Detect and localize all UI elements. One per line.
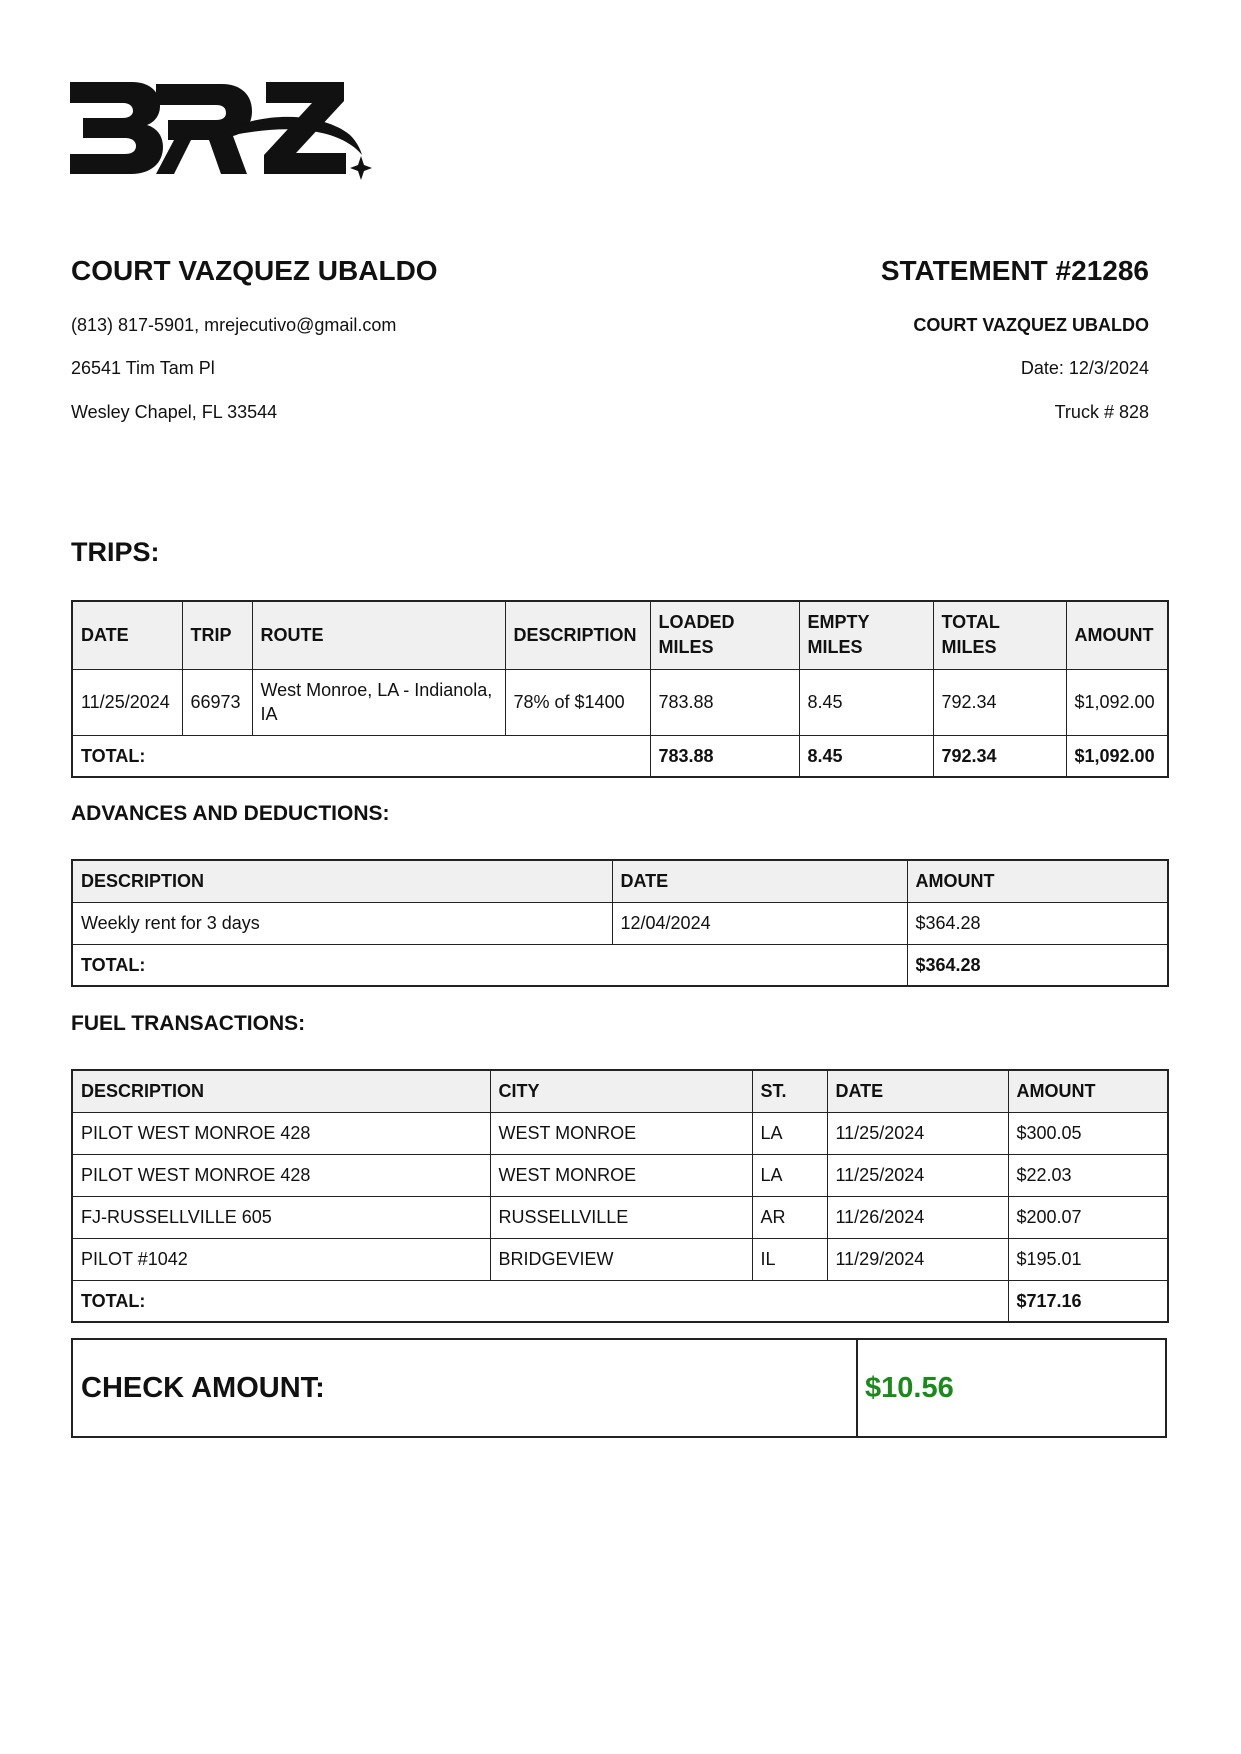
- company-contact: (813) 817-5901, mrejecutivo@gmail.com: [71, 315, 397, 335]
- advances-total-amount: $364.28: [907, 944, 1168, 986]
- fuel-city: WEST MONROE: [490, 1112, 752, 1154]
- trips-header-amount: AMOUNT: [1066, 601, 1168, 669]
- trips-total-empty: 8.45: [799, 735, 933, 777]
- fuel-amount: $195.01: [1008, 1238, 1168, 1280]
- check-amount-box: [71, 1338, 1167, 1438]
- trips-total-row: [72, 735, 1168, 777]
- fuel-date: 11/25/2024: [827, 1154, 1008, 1196]
- fuel-header-amount: AMOUNT: [1008, 1070, 1168, 1112]
- fuel-amount: $300.05: [1008, 1112, 1168, 1154]
- trips-table: [71, 600, 1169, 778]
- fuel-table: [71, 1069, 1169, 1323]
- fuel-state: IL: [752, 1238, 827, 1280]
- fuel-description: FJ-RUSSELLVILLE 605: [72, 1196, 490, 1238]
- trip-number: 66973: [182, 669, 252, 735]
- trips-header-description: DESCRIPTION: [505, 601, 650, 669]
- trips-total-loaded: 783.88: [650, 735, 799, 777]
- trips-title: TRIPS:: [71, 537, 160, 567]
- company-address-line1: 26541 Tim Tam Pl: [71, 358, 215, 378]
- trips-header-empty-miles: EMPTY MILES: [799, 601, 933, 669]
- check-divider: [856, 1340, 858, 1436]
- fuel-amount: $200.07: [1008, 1196, 1168, 1238]
- table-row: [72, 1196, 1168, 1238]
- trips-header-row: [72, 601, 1168, 669]
- table-row: [72, 669, 1168, 735]
- advances-header-amount: AMOUNT: [907, 860, 1168, 902]
- trip-loaded-miles: 783.88: [650, 669, 799, 735]
- fuel-description: PILOT #1042: [72, 1238, 490, 1280]
- company-address-line2: Wesley Chapel, FL 33544: [71, 402, 278, 422]
- statement-info: [589, 254, 1149, 422]
- advances-title: ADVANCES AND DEDUCTIONS:: [71, 802, 390, 825]
- advances-header-row: [72, 860, 1168, 902]
- table-row: [72, 1154, 1168, 1196]
- fuel-title: FUEL TRANSACTIONS:: [71, 1012, 306, 1035]
- trips-total-label: TOTAL:: [72, 735, 650, 777]
- trips-header-date: DATE: [72, 601, 182, 669]
- fuel-city: RUSSELLVILLE: [490, 1196, 752, 1238]
- check-amount-label: CHECK AMOUNT:: [81, 1372, 325, 1404]
- fuel-amount: $22.03: [1008, 1154, 1168, 1196]
- advance-amount: $364.28: [907, 902, 1168, 944]
- trips-header-loaded-miles: LOADED MILES: [650, 601, 799, 669]
- trip-route: West Monroe, LA - Indianola, IA: [252, 669, 505, 735]
- fuel-description: PILOT WEST MONROE 428: [72, 1112, 490, 1154]
- trips-header-total-miles: TOTAL MILES: [933, 601, 1066, 669]
- trip-date: 11/25/2024: [72, 669, 182, 735]
- fuel-total-label: TOTAL:: [72, 1280, 1008, 1322]
- table-row: [72, 1112, 1168, 1154]
- fuel-city: WEST MONROE: [490, 1154, 752, 1196]
- company-info: [71, 254, 631, 422]
- fuel-state: LA: [752, 1154, 827, 1196]
- trip-total-miles: 792.34: [933, 669, 1066, 735]
- fuel-header-city: CITY: [490, 1070, 752, 1112]
- trip-amount: $1,092.00: [1066, 669, 1168, 735]
- advances-header-description: DESCRIPTION: [72, 860, 612, 902]
- fuel-state: LA: [752, 1112, 827, 1154]
- trips-header-route: ROUTE: [252, 601, 505, 669]
- fuel-total-row: [72, 1280, 1168, 1322]
- advances-total-row: [72, 944, 1168, 986]
- fuel-header-date: DATE: [827, 1070, 1008, 1112]
- statement-title: STATEMENT #21286: [880, 255, 1149, 286]
- advance-date: 12/04/2024: [612, 902, 907, 944]
- advances-total-label: TOTAL:: [72, 944, 907, 986]
- fuel-description: PILOT WEST MONROE 428: [72, 1154, 490, 1196]
- company-name: COURT VAZQUEZ UBALDO: [71, 255, 438, 286]
- trips-total-miles: 792.34: [933, 735, 1066, 777]
- fuel-city: BRIDGEVIEW: [490, 1238, 752, 1280]
- fuel-date: 11/26/2024: [827, 1196, 1008, 1238]
- advance-description: Weekly rent for 3 days: [72, 902, 612, 944]
- fuel-total-amount: $717.16: [1008, 1280, 1168, 1322]
- trip-empty-miles: 8.45: [799, 669, 933, 735]
- advances-header-date: DATE: [612, 860, 907, 902]
- brz-logo: [70, 78, 385, 193]
- table-row: [72, 1238, 1168, 1280]
- fuel-header-description: DESCRIPTION: [72, 1070, 490, 1112]
- trips-total-amount: $1,092.00: [1066, 735, 1168, 777]
- advances-table: [71, 859, 1169, 987]
- fuel-date: 11/25/2024: [827, 1112, 1008, 1154]
- fuel-header-row: [72, 1070, 1168, 1112]
- check-amount-value: $10.56: [865, 1372, 954, 1404]
- statement-payee: COURT VAZQUEZ UBALDO: [913, 315, 1149, 335]
- trips-header-trip: TRIP: [182, 601, 252, 669]
- table-row: [72, 902, 1168, 944]
- trip-description: 78% of $1400: [505, 669, 650, 735]
- fuel-state: AR: [752, 1196, 827, 1238]
- statement-date: Date: 12/3/2024: [1020, 358, 1149, 378]
- fuel-date: 11/29/2024: [827, 1238, 1008, 1280]
- statement-truck: Truck # 828: [1054, 402, 1149, 422]
- fuel-header-state: ST.: [752, 1070, 827, 1112]
- brz-logo-icon: [70, 78, 385, 193]
